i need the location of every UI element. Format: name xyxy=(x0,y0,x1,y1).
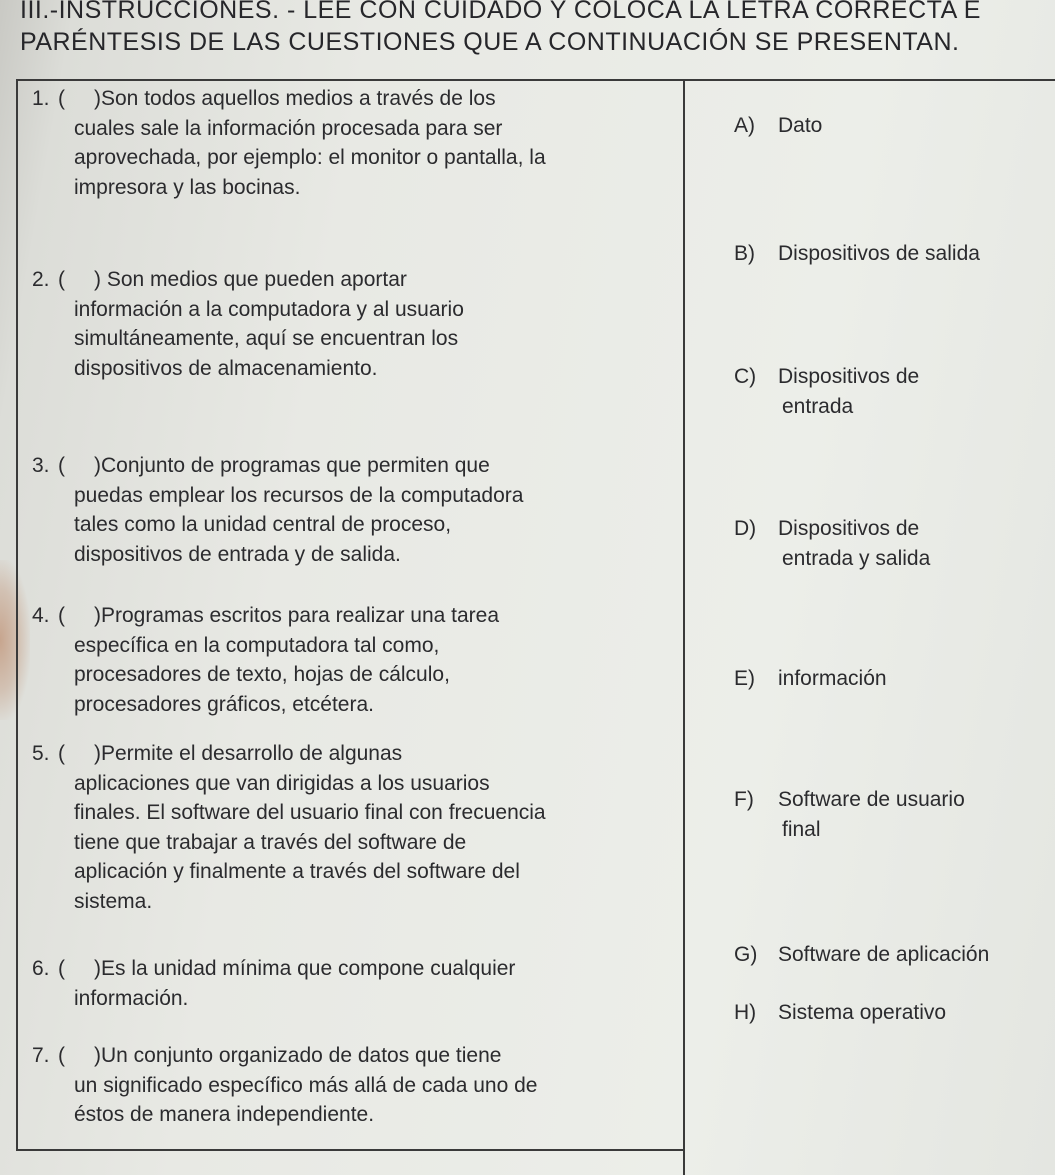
question-text: Conjunto de programas que permiten que xyxy=(101,454,490,477)
option-text-cont: final xyxy=(782,817,821,841)
option-letter: F) xyxy=(734,788,754,811)
option-h xyxy=(734,998,946,1028)
question-4 xyxy=(32,601,692,719)
question-text: cuales sale la información procesada para ser xyxy=(74,116,503,140)
finger-shadow xyxy=(0,560,30,720)
table-border-top xyxy=(16,79,1055,81)
question-number: 3. xyxy=(32,454,50,477)
question-text: sistema. xyxy=(74,889,153,913)
option-text: Sistema operativo xyxy=(778,1001,947,1024)
table-border-left xyxy=(16,79,18,1150)
question-text: dispositivos de entrada y de salida. xyxy=(74,542,401,566)
question-text: Programas escritos para realizar una tarea xyxy=(101,604,500,627)
question-7 xyxy=(32,1041,692,1130)
question-text: impresora y las bocinas. xyxy=(74,175,301,199)
option-letter: H) xyxy=(734,1001,757,1024)
paren-close: ) xyxy=(94,454,101,477)
question-1 xyxy=(32,84,692,202)
question-text: tales como la unidad central de proceso, xyxy=(74,513,452,536)
question-3 xyxy=(32,451,692,569)
question-text: Permite el desarrollo de algunas xyxy=(101,742,403,765)
option-text: Dispositivos de salida xyxy=(778,242,980,265)
option-b xyxy=(734,239,980,269)
option-text: Dato xyxy=(778,114,823,137)
option-text: información xyxy=(778,667,887,690)
option-letter: B) xyxy=(734,242,755,265)
answer-blank[interactable]: ( xyxy=(58,957,65,980)
paren-close: ) xyxy=(94,268,101,291)
option-text: Software de aplicación xyxy=(778,943,990,966)
question-text: procesadores de texto, hojas de cálculo, xyxy=(74,663,450,686)
question-text: dispositivos de almacenamiento. xyxy=(74,356,378,380)
option-text: Dispositivos de xyxy=(778,517,920,540)
question-number: 6. xyxy=(32,957,50,980)
option-letter: A) xyxy=(734,114,755,137)
question-text: Son todos aquellos medios a través de los xyxy=(101,87,496,110)
answer-blank[interactable]: ( xyxy=(58,1044,65,1067)
instructions-line-2: PARÉNTESIS DE LAS CUESTIONES QUE A CONTINUACIÓN SE PRESENTAN. xyxy=(20,28,960,56)
option-text-cont: entrada xyxy=(782,394,854,418)
question-text: tiene que trabajar a través del software de xyxy=(74,830,467,854)
question-text: Son medios que pueden aportar xyxy=(101,268,407,291)
question-text: Un conjunto organizado de datos que tiene xyxy=(101,1044,502,1067)
question-text: aplicaciones que van dirigidas a los usuarios xyxy=(74,771,490,795)
question-text: simultáneamente, aquí se encuentran los xyxy=(74,327,459,350)
option-letter: E) xyxy=(734,667,755,690)
question-text: puedas emplear los recursos de la computadora xyxy=(74,483,524,507)
table-border-bottom xyxy=(16,1149,685,1151)
question-text: éstos de manera independiente. xyxy=(74,1103,375,1126)
answer-blank[interactable]: ( xyxy=(58,87,65,110)
option-g xyxy=(734,940,989,970)
answer-blank[interactable]: ( xyxy=(58,604,65,627)
answer-blank[interactable]: ( xyxy=(58,742,65,765)
question-text: específica en la computadora tal como, xyxy=(74,633,440,657)
question-text: procesadores gráficos, etcétera. xyxy=(74,692,374,716)
question-text: aprovechada, por ejemplo: el monitor o pantalla, la xyxy=(74,146,546,169)
question-text: Es la unidad mínima que compone cualquier xyxy=(101,957,516,980)
option-text: Software de usuario xyxy=(778,788,965,811)
instructions-line-1: III.-INSTRUCCIONES. - LEE CON CUIDADO Y COLOCA LA LETRA CORRECTA E xyxy=(20,0,981,24)
instructions-header xyxy=(20,0,1055,58)
option-letter: G) xyxy=(734,943,758,966)
option-letter: D) xyxy=(734,517,757,540)
question-2 xyxy=(32,265,692,383)
option-text-cont: entrada y salida xyxy=(782,546,931,570)
question-number: 7. xyxy=(32,1044,50,1067)
option-d xyxy=(734,514,930,573)
question-text: aplicación y finalmente a través del software del xyxy=(74,860,520,883)
question-number: 2. xyxy=(32,268,50,291)
answer-blank[interactable]: ( xyxy=(58,268,65,291)
option-a xyxy=(734,111,822,141)
option-e xyxy=(734,664,887,694)
paren-close: ) xyxy=(94,742,101,765)
paren-close: ) xyxy=(94,604,101,627)
question-text: información a la computadora y al usuario xyxy=(74,297,464,321)
paren-close: ) xyxy=(94,87,101,110)
option-c xyxy=(734,362,919,421)
option-text: Dispositivos de xyxy=(778,365,920,388)
paren-close: ) xyxy=(94,1044,101,1067)
question-number: 1. xyxy=(32,87,50,110)
question-number: 5. xyxy=(32,742,50,765)
question-text: finales. El software del usuario final con frecuencia xyxy=(74,801,546,824)
answer-blank[interactable]: ( xyxy=(58,454,65,477)
paren-close: ) xyxy=(94,957,101,980)
question-text: información. xyxy=(74,986,189,1010)
question-5 xyxy=(32,739,692,916)
question-text: un significado específico más allá de cada uno de xyxy=(74,1073,538,1097)
option-f xyxy=(734,785,965,844)
question-number: 4. xyxy=(32,604,50,627)
question-6 xyxy=(32,954,692,1013)
option-letter: C) xyxy=(734,365,757,388)
